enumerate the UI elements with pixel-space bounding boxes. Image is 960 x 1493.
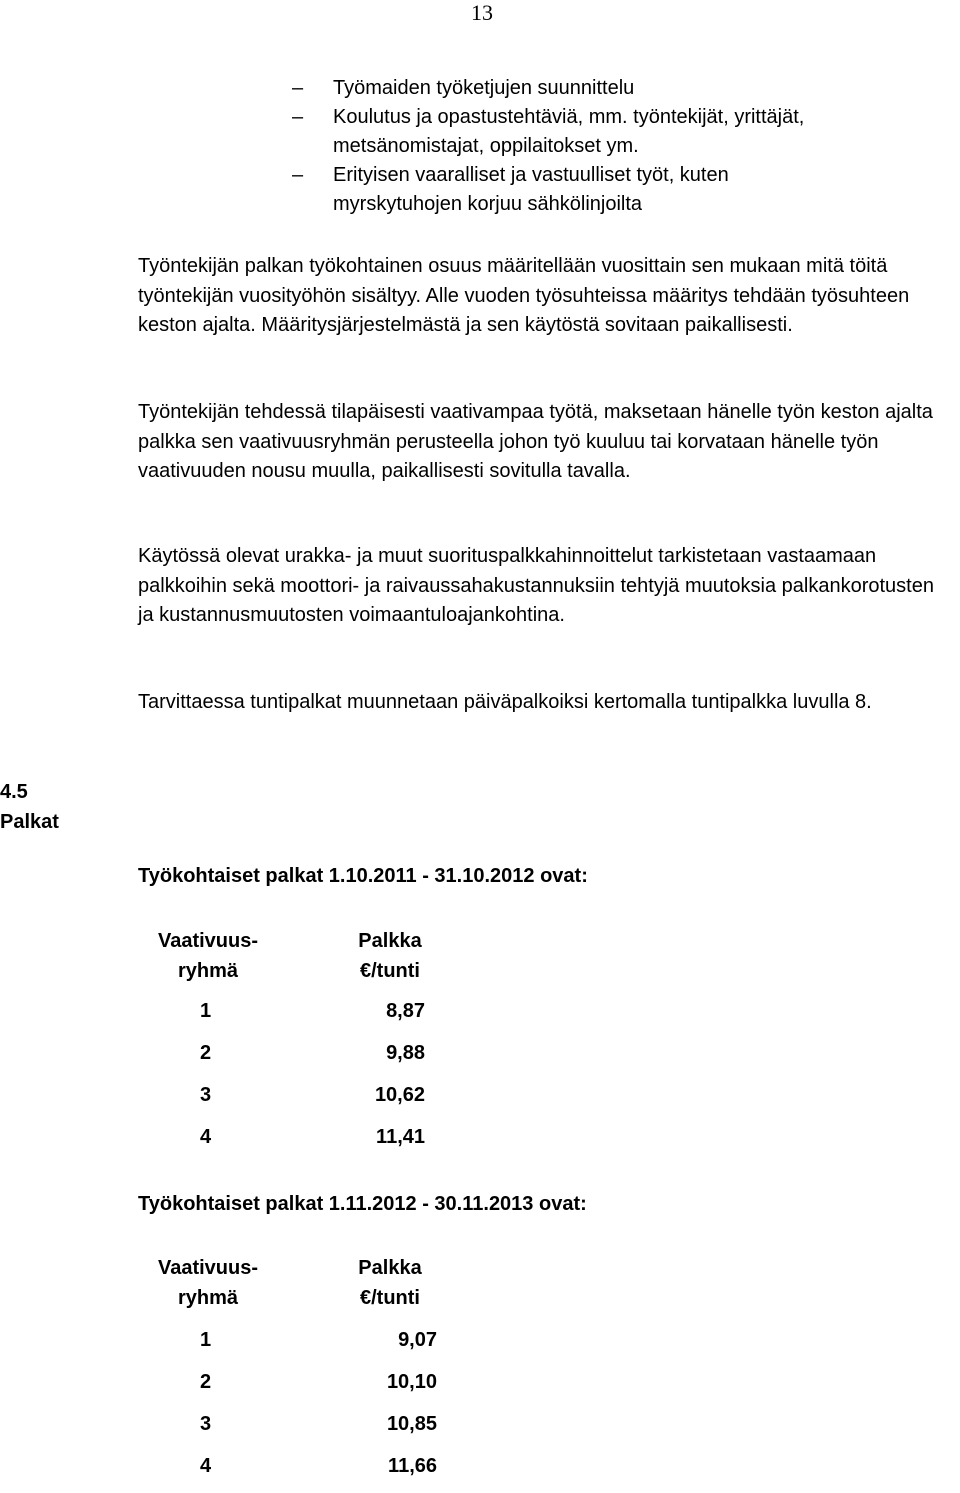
table-cell-group: 2: [200, 1371, 212, 1393]
table-cell-group: 2: [200, 1042, 212, 1064]
group-column: [200, 1325, 220, 1493]
column-header-wage: [340, 1253, 440, 1313]
table-cell-wage: 11,41: [376, 1126, 425, 1148]
paragraph-piecework-pricing: Käytössä olevat urakka- ja muut suorituspalkkahinnoittelut tarkistetaan vastaamaan palkkoihin sekä moottori- ja raivaussahakustannuksiin tehtyjä muutoksia palkankorotusten ja kustannusmuutosten voimaantuloajankohtina.: [138, 545, 934, 626]
column-header-wage: [340, 926, 440, 986]
paragraph-wage-definition: Työntekijän palkan työkohtainen osuus määritellään vuosittain sen mukaan mitä töitä työntekijän vuosityöhön sisältyy. Alle vuoden työsuhteissa määritys tehdään työsuhteen keston ajalta. Määritysjärjestelmästä ja sen käytöstä sovitaan paikallisesti.: [138, 255, 910, 336]
dash-bullet-icon: –: [292, 106, 304, 128]
list-item-text: Koulutus ja opastustehtäviä, mm. työntekijät, yrittäjät,: [333, 106, 805, 128]
list-item-continuation: [0, 190, 960, 219]
wage-column: [340, 996, 425, 1164]
header-line: €/tunti: [360, 960, 420, 982]
paragraph-daily-wage: Tarvittaessa tuntipalkat muunnetaan päiväpalkoiksi kertomalla tuntipalkka luvulla 8.: [138, 691, 872, 713]
wage-table-heading: Työkohtaiset palkat 1.11.2012 - 30.11.2013 ovat:: [138, 1193, 587, 1215]
list-item: [0, 103, 960, 132]
column-header-group: [138, 1253, 278, 1313]
section-title: Palkat: [0, 811, 59, 833]
table-cell-group: 4: [200, 1126, 212, 1148]
header-line: Vaativuus-: [157, 1257, 259, 1279]
section-number: 4.5: [0, 781, 28, 803]
section-heading: [0, 777, 59, 837]
table-cell-group: 1: [200, 1329, 212, 1351]
dash-bullet-icon: –: [292, 77, 304, 99]
header-line: Vaativuus-: [157, 930, 259, 952]
header-line: ryhmä: [177, 1287, 239, 1309]
wage-column: [340, 1325, 437, 1493]
table-cell-group: 3: [200, 1084, 212, 1106]
list-item-text: Työmaiden työketjujen suunnittelu: [333, 77, 635, 99]
list-item: [0, 161, 960, 190]
header-line: Palkka: [358, 1257, 422, 1279]
table-cell-group: 1: [200, 1000, 212, 1022]
table-cell-wage: 10,62: [374, 1084, 425, 1106]
group-column: [200, 996, 220, 1164]
header-line: Palkka: [358, 930, 422, 952]
page-number: 13: [471, 0, 493, 25]
paragraph-temporary-work: Työntekijän tehdessä tilapäisesti vaativampaa työtä, maksetaan hänelle työn keston ajalta palkka sen vaativuusryhmän perusteella johon työ kuuluu tai korvataan hänelle työn vaativuuden nousu muulla, paikallisesti sovitulla tavalla.: [138, 401, 933, 482]
list-item: [0, 74, 960, 103]
list-item-continuation: [0, 132, 960, 161]
column-header-group: [138, 926, 278, 986]
list-item-text: Erityisen vaaralliset ja vastuulliset työt, kuten: [333, 164, 729, 186]
header-line: €/tunti: [360, 1287, 420, 1309]
list-item-text: metsänomistajat, oppilaitokset ym.: [333, 135, 639, 157]
list-item-text: myrskytuhojen korjuu sähkölinjoilta: [333, 193, 643, 215]
table-cell-wage: 9,07: [398, 1329, 437, 1351]
header-line: ryhmä: [177, 960, 239, 982]
table-cell-wage: 10,10: [386, 1371, 437, 1393]
table-cell-wage: 11,66: [388, 1455, 437, 1477]
table-cell-wage: 8,87: [386, 1000, 425, 1022]
table-cell-wage: 9,88: [386, 1042, 425, 1064]
dash-bullet-icon: –: [292, 164, 304, 186]
table-cell-group: 3: [200, 1413, 212, 1435]
table-cell-wage: 10,85: [386, 1413, 437, 1435]
dash-list: [0, 74, 960, 219]
wage-table-heading: Työkohtaiset palkat 1.10.2011 - 31.10.2012 ovat:: [138, 865, 588, 887]
table-cell-group: 4: [200, 1455, 212, 1477]
